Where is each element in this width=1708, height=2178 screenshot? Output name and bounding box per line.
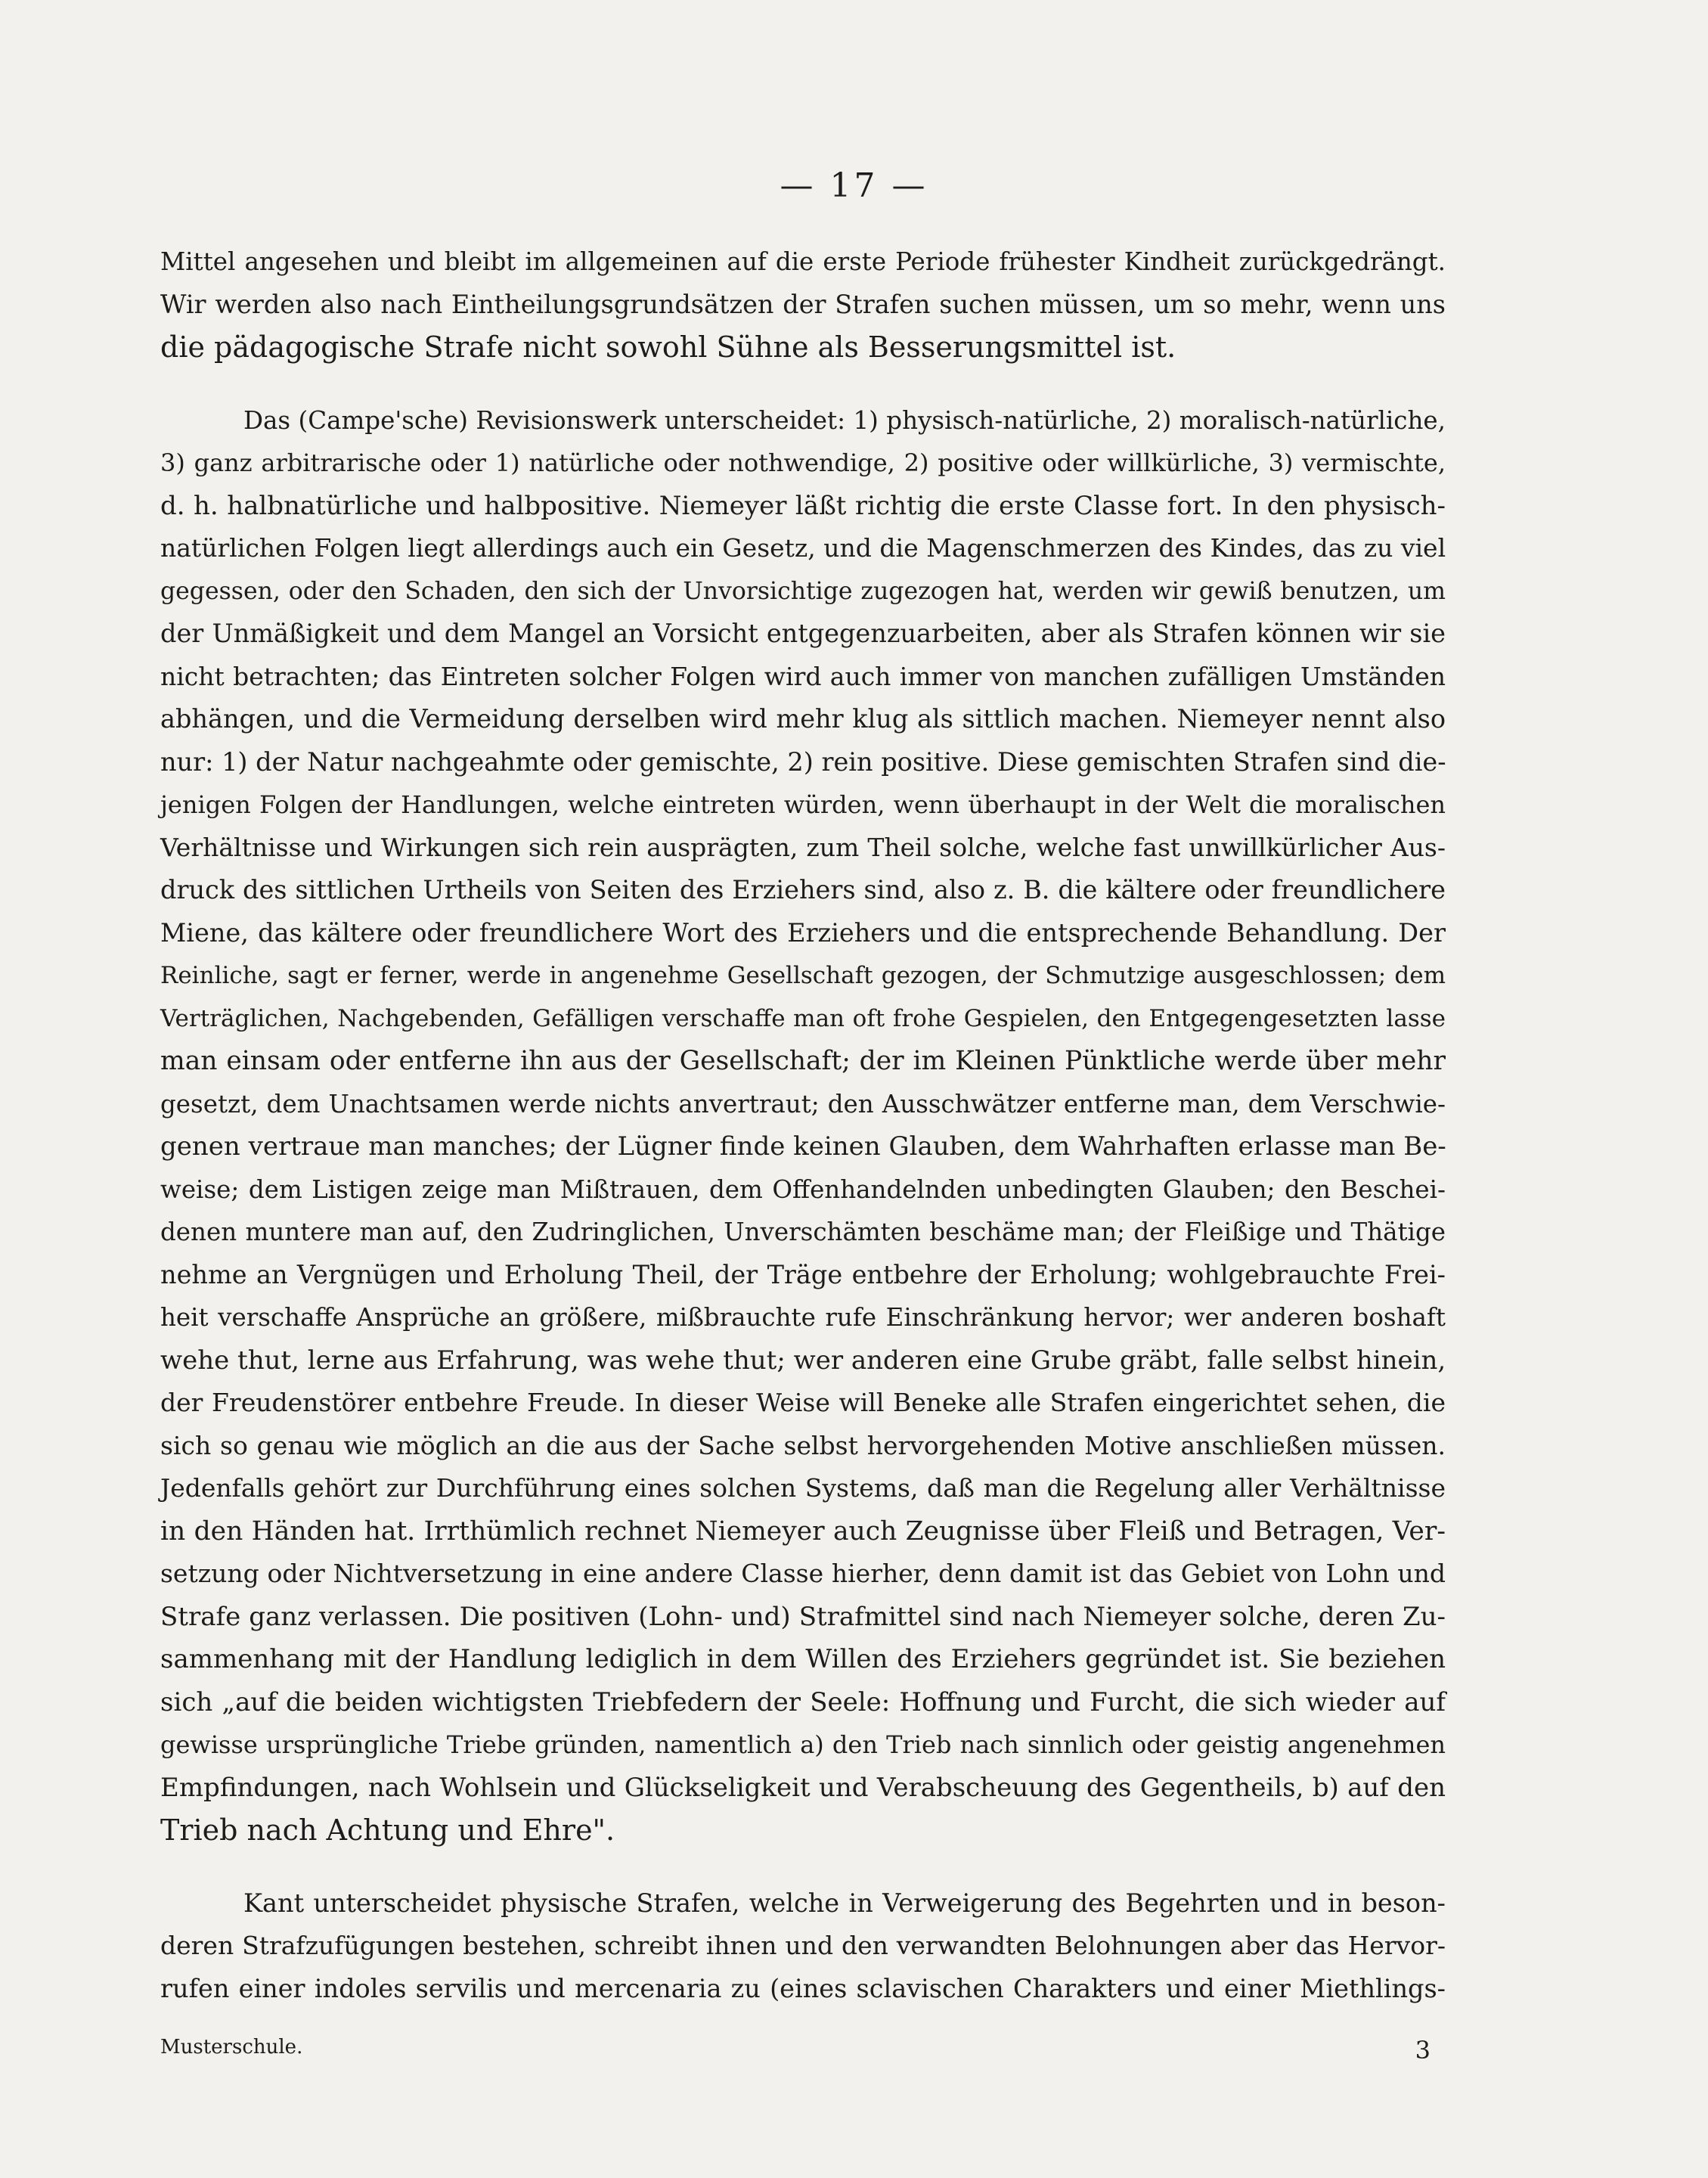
page-number: — 17 — — [780, 166, 928, 205]
text-line: der Freudenstörer entbehre Freude. In dieser Weise will Beneke alle Strafen eingerichtet sehen, die — [160, 1388, 1446, 1417]
text-line: weise; dem Listigen zeige man Mißtrauen, dem Offenhandelnden unbedingten Glauben; den Beschei- — [160, 1174, 1446, 1204]
text-line: rufen einer indoles servilis und mercenaria zu (eines sclavischen Charakters und einer Miethlings- — [160, 1973, 1446, 2003]
printer-signature: Musterschule. — [160, 2036, 303, 2059]
text-line: nicht betrachten; das Eintreten solcher Folgen wird auch immer von manchen zufälligen Umständen — [160, 661, 1446, 691]
text-line: Reinliche, sagt er ferner, werde in angenehme Gesellschaft gezogen, der Schmutzige ausgeschlossen; dem — [160, 962, 1446, 989]
paragraph-3 — [160, 1882, 1446, 2011]
text-line: in den Händen hat. Irrthümlich rechnet Niemeyer auch Zeugnisse über Fleiß und Betragen, Ver- — [160, 1516, 1446, 1547]
text-line: Trieb nach Achtung und Ehre". — [160, 1813, 615, 1847]
text-line: genen vertraue man manches; der Lügner finde keinen Glauben, dem Wahrhaften erlasse man Be- — [160, 1131, 1446, 1162]
text-line: jenigen Folgen der Handlungen, welche eintreten würden, wenn überhaupt in der Welt die moralischen — [160, 790, 1446, 819]
text-line: druck des sittlichen Urtheils von Seiten des Erziehers sind, also z. B. die kältere oder freundlichere — [160, 875, 1446, 904]
text-line: sammenhang mit der Handlung lediglich in dem Willen des Erziehers gegründet ist. Sie beziehen — [160, 1644, 1446, 1674]
text-line: deren Strafzufügungen bestehen, schreibt ihnen und den verwandten Belohnungen aber das Hervor- — [160, 1931, 1446, 1960]
text-line: gesetzt, dem Unachtsamen werde nichts anvertraut; den Ausschwätzer entferne man, dem Verschwie- — [160, 1089, 1446, 1118]
text-line: Das (Campe'sche) Revisionswerk unterscheidet: 1) physisch-natürliche, 2) moralisch-natürliche, — [243, 405, 1446, 435]
text-line: nehme an Vergnügen und Erholung Theil, der Träge entbehre der Erholung; wohlgebrauchte Frei- — [160, 1259, 1446, 1289]
text-line: Strafe ganz verlassen. Die positiven (Lohn- und) Strafmittel sind nach Niemeyer solche, deren Zu- — [160, 1601, 1446, 1632]
sheet-number: 3 — [1415, 2036, 1431, 2065]
text-line: setzung oder Nichtversetzung in eine andere Classe hierher, denn damit ist das Gebiet von Lohn und — [160, 1559, 1446, 1588]
text-line: Verträglichen, Nachgebenden, Gefälligen verschaffe man oft frohe Gespielen, den Entgegengesetzten lasse — [160, 1004, 1446, 1032]
text-line: Empfindungen, nach Wohlsein und Glückseligkeit und Verabscheuung des Gegentheils, b) auf den — [160, 1772, 1446, 1803]
text-line: Kant unterscheidet physische Strafen, welche in Verweigerung des Begehrten und in beson- — [243, 1888, 1446, 1918]
text-line: gegessen, oder den Schaden, den sich der Unvorsichtige zugezogen hat, werden wir gewiß benutzen, um — [160, 577, 1446, 605]
text-line: wehe thut, lerne aus Erfahrung, was wehe thut; wer anderen eine Grube gräbt, falle selbst hinein, — [160, 1345, 1446, 1376]
text-line: denen muntere man auf, den Zudringlichen, Unverschämten beschäme man; der Fleißige und Thätige — [160, 1218, 1446, 1246]
text-line: die pädagogische Strafe nicht sowohl Sühne als Besserungsmittel ist. — [160, 330, 1176, 364]
text-line: heit verschaffe Ansprüche an größere, mißbrauchte rufe Einschränkung hervor; wer anderen boshaft — [160, 1303, 1446, 1332]
text-line: natürlichen Folgen liegt allerdings auch ein Gesetz, und die Magenschmerzen des Kindes, das zu viel — [160, 533, 1446, 563]
text-line: Mittel angesehen und bleibt im allgemeinen auf die erste Periode frühester Kindheit zurückgedrängt. — [160, 247, 1446, 276]
text-line: abhängen, und die Vermeidung derselben wird mehr klug als sittlich machen. Niemeyer nennt also — [160, 704, 1446, 734]
text-line: d. h. halbnatürliche und halbpositive. Niemeyer läßt richtig die erste Classe fort. In den physisch- — [160, 490, 1446, 521]
paragraph-2 — [160, 399, 1446, 1852]
text-line: sich so genau wie möglich an die aus der Sache selbst hervorgehenden Motive anschließen müssen. — [160, 1430, 1446, 1460]
body-text — [160, 240, 1446, 2010]
text-line: Miene, das kältere oder freundlichere Wort des Erziehers und die entsprechende Behandlung. Der — [160, 917, 1446, 948]
text-line: der Unmäßigkeit und dem Mangel an Vorsicht entgegenzuarbeiten, aber als Strafen können wir sie — [160, 619, 1446, 648]
text-line: gewisse ursprüngliche Triebe gründen, namentlich a) den Trieb nach sinnlich oder geistig angenehmen — [160, 1730, 1446, 1759]
text-line: Jedenfalls gehört zur Durchführung eines solchen Systems, daß man die Regelung aller Verhältnisse — [160, 1473, 1446, 1503]
text-line: man einsam oder entferne ihn aus der Gesellschaft; der im Kleinen Pünktliche werde über mehr — [160, 1046, 1446, 1076]
text-line: 3) ganz arbitrarische oder 1) natürliche oder nothwendige, 2) positive oder willkürliche, 3) vermischte, — [160, 448, 1446, 477]
text-line: Wir werden also nach Eintheilungsgrundsätzen der Strafen suchen müssen, um so mehr, wenn uns — [160, 289, 1446, 319]
text-line: nur: 1) der Natur nachgeahmte oder gemischte, 2) rein positive. Diese gemischten Strafen sind die- — [160, 746, 1446, 777]
paragraph-1 — [160, 240, 1446, 369]
text-line: Verhältnisse und Wirkungen sich rein ausprägten, zum Theil solche, welche fast unwillkürlicher Aus- — [160, 832, 1446, 862]
text-line: sich „auf die beiden wichtigsten Triebfedern der Seele: Hoffnung und Furcht, die sich wieder auf — [160, 1686, 1446, 1717]
